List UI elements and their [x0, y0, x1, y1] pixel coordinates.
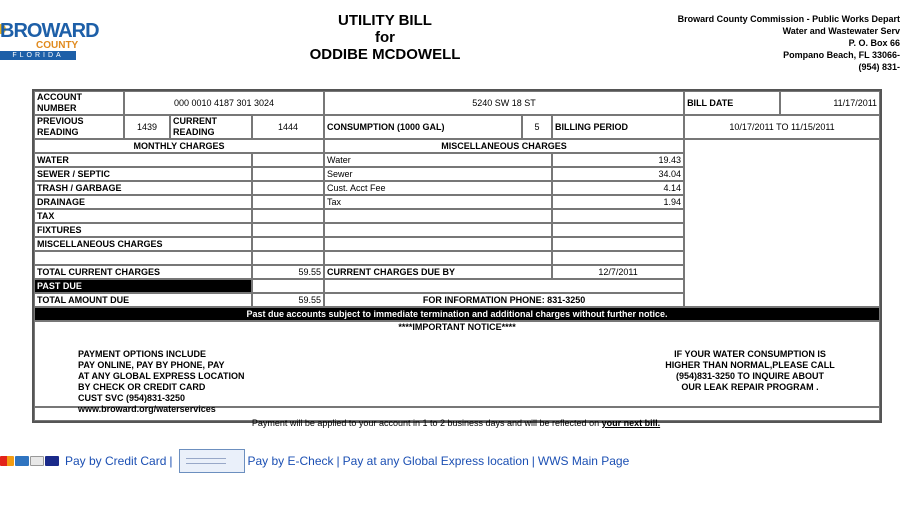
- billing-period-label: BILLING PERIOD: [552, 115, 684, 139]
- notice-line: PAYMENT OPTIONS INCLUDE: [78, 349, 207, 359]
- notice-line: AT ANY GLOBAL EXPRESS LOCATION: [78, 371, 245, 381]
- pay-by-echeck-link[interactable]: Pay by E-Check: [247, 454, 334, 468]
- misc-item-empty: [324, 209, 552, 223]
- bill-date: 11/17/2011: [780, 91, 880, 115]
- empty-cell: [324, 279, 684, 293]
- account-number-label: ACCOUNT NUMBER: [34, 91, 124, 115]
- total-current-value: 59.55: [252, 265, 324, 279]
- link-separator: |: [169, 454, 173, 468]
- billing-period: 10/17/2011 TO 11/15/2011: [684, 115, 880, 139]
- notice-line: OUR LEAK REPAIR PROGRAM .: [681, 382, 819, 392]
- broward-county-logo: [0, 18, 99, 62]
- agency-line: P. O. Box 66: [848, 38, 900, 48]
- misc-amount: 4.14: [552, 181, 684, 195]
- reading-row: [34, 115, 880, 139]
- bill-title: [260, 12, 510, 63]
- monthly-charges-header: MONTHLY CHARGES: [34, 139, 324, 153]
- consumption-value: 5: [522, 115, 552, 139]
- total-current-label: TOTAL CURRENT CHARGES: [34, 265, 252, 279]
- monthly-amount: [252, 167, 324, 181]
- misc-item: Cust. Acct Fee: [324, 181, 552, 195]
- title-line2: for: [375, 29, 395, 46]
- misc-item-empty: [324, 223, 552, 237]
- monthly-item: DRAINAGE: [34, 195, 252, 209]
- current-reading-label: CURRENT READING: [170, 115, 252, 139]
- empty-cell: [324, 251, 552, 265]
- misc-amount: 19.43: [552, 153, 684, 167]
- past-due-label: PAST DUE: [34, 279, 252, 293]
- wws-main-page-link[interactable]: WWS Main Page: [537, 454, 630, 468]
- title-line1: UTILITY BILL: [338, 12, 432, 29]
- monthly-amount: [252, 195, 324, 209]
- agency-line: (954) 831-: [858, 62, 900, 72]
- customer-name: ODDIBE MCDOWELL: [309, 46, 461, 63]
- notice-line: www.broward.org/waterservices: [78, 404, 216, 414]
- link-separator: |: [336, 454, 340, 468]
- total-amount-value: 59.55: [252, 293, 324, 307]
- banner-row: [34, 307, 880, 321]
- payment-applied-note: [34, 418, 878, 428]
- info-phone: FOR INFORMATION PHONE: 831-3250: [324, 293, 684, 307]
- monthly-item: MISCELLANEOUS CHARGES: [34, 237, 252, 251]
- bill-date-label: BILL DATE: [684, 91, 780, 115]
- notice-line: CUST SVC (954)831-3250: [78, 393, 186, 403]
- payment-options: [78, 349, 245, 415]
- misc-amount: 34.04: [552, 167, 684, 181]
- account-row: [34, 91, 880, 115]
- monthly-amount: [252, 181, 324, 195]
- payment-links-bar: [0, 448, 629, 474]
- monthly-item: FIXTURES: [34, 223, 252, 237]
- misc-item: Water: [324, 153, 552, 167]
- misc-charges-header: MISCELLANEOUS CHARGES: [324, 139, 684, 153]
- side-blank-panel: [684, 139, 880, 307]
- global-express-link[interactable]: Pay at any Global Express location: [342, 454, 529, 468]
- important-notice-heading: ****IMPORTANT NOTICE****: [398, 322, 516, 332]
- credit-card-logos: [0, 456, 59, 466]
- leak-repair-notice: [650, 349, 850, 393]
- misc-amount-empty: [552, 209, 684, 223]
- monthly-item: TRASH / GARBAGE: [34, 181, 252, 195]
- notice-line: HIGHER THAN NORMAL,PLEASE CALL: [665, 360, 835, 370]
- visa-icon: [45, 456, 59, 466]
- footer-text: Payment will be applied to your account in 1 to 2 business days and will be reflected on: [251, 418, 600, 428]
- agency-line: Water and Wastewater Serv: [782, 26, 900, 36]
- agency-address: [620, 13, 900, 73]
- empty-cell: [34, 251, 252, 265]
- monthly-item: WATER: [34, 153, 252, 167]
- previous-reading: 1439: [124, 115, 170, 139]
- notice-line: IF YOUR WATER CONSUMPTION IS: [674, 349, 826, 359]
- consumption-label: CONSUMPTION (1000 GAL): [324, 115, 522, 139]
- misc-amount-empty: [552, 223, 684, 237]
- past-due-value: [252, 279, 324, 293]
- mastercard-icon: [0, 456, 14, 466]
- check-icon: [179, 449, 245, 473]
- charges-header-row: [34, 139, 880, 153]
- notice-line: PAY ONLINE, PAY BY PHONE, PAY: [78, 360, 225, 370]
- link-separator: |: [531, 454, 535, 468]
- service-address: 5240 SW 18 ST: [324, 91, 684, 115]
- monthly-amount: [252, 153, 324, 167]
- notice-line: BY CHECK OR CREDIT CARD: [78, 382, 206, 392]
- monthly-item: SEWER / SEPTIC: [34, 167, 252, 181]
- current-reading: 1444: [252, 115, 324, 139]
- misc-amount-empty: [552, 237, 684, 251]
- due-by-date: 12/7/2011: [552, 265, 684, 279]
- monthly-amount: [252, 209, 324, 223]
- logo-bar: FLORIDA: [0, 51, 76, 60]
- misc-item: Tax: [324, 195, 552, 209]
- past-due-banner: Past due accounts subject to immediate termination and additional charges without further notice.: [34, 307, 880, 321]
- logo-word: BROWARD: [0, 20, 99, 42]
- agency-line: Broward County Commission - Public Works Depart: [677, 14, 900, 24]
- empty-cell: [552, 251, 684, 265]
- monthly-amount: [252, 237, 324, 251]
- amex-icon: [15, 456, 29, 466]
- notice-line: (954)831-3250 TO INQUIRE ABOUT: [675, 371, 825, 381]
- previous-reading-label: PREVIOUS READING: [34, 115, 124, 139]
- monthly-item: TAX: [34, 209, 252, 223]
- discover-icon: [30, 456, 44, 466]
- monthly-amount: [252, 223, 324, 237]
- misc-amount: 1.94: [552, 195, 684, 209]
- empty-cell: [252, 251, 324, 265]
- footer-emphasis: your next bill.: [601, 418, 661, 428]
- account-number: 000 0010 4187 301 3024: [124, 91, 324, 115]
- misc-item: Sewer: [324, 167, 552, 181]
- agency-line: Pompano Beach, FL 33066-: [783, 50, 900, 60]
- total-amount-label: TOTAL AMOUNT DUE: [34, 293, 252, 307]
- logo-sub: COUNTY: [36, 40, 79, 51]
- due-by-label: CURRENT CHARGES DUE BY: [324, 265, 552, 279]
- misc-item-empty: [324, 237, 552, 251]
- pay-by-credit-card-link[interactable]: Pay by Credit Card: [65, 454, 167, 468]
